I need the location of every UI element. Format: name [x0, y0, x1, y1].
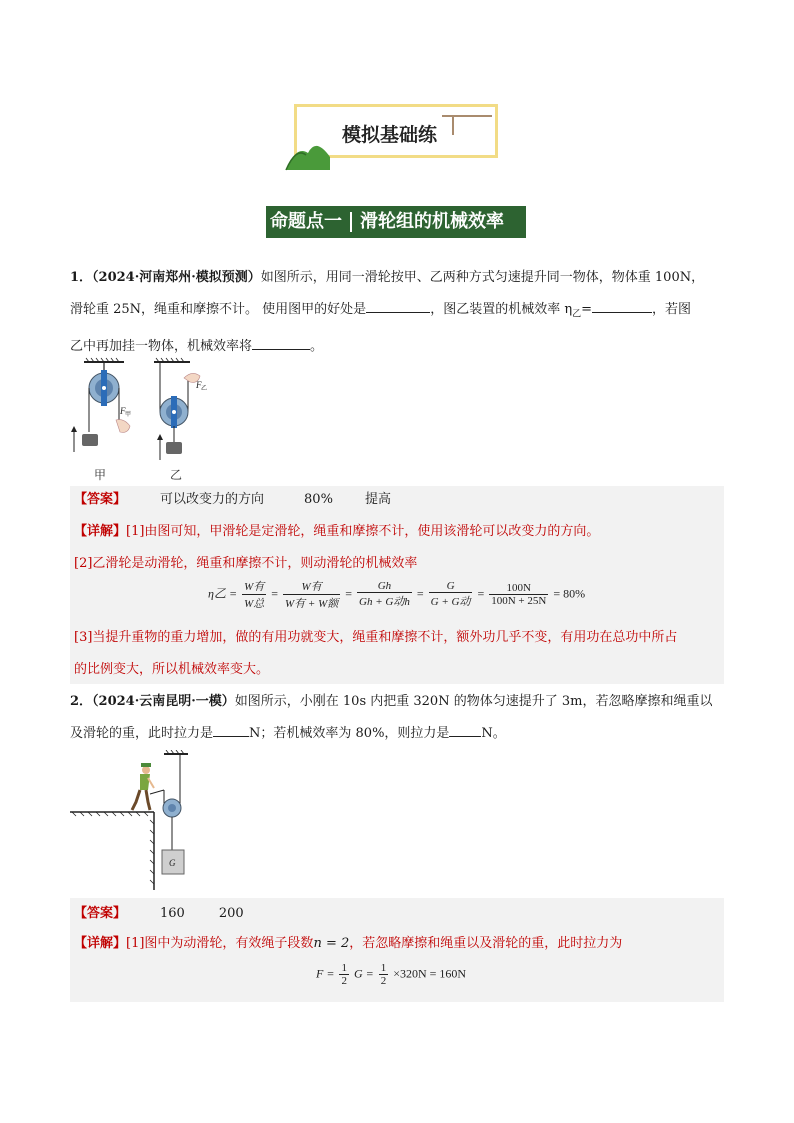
q1-eta-sub: 乙 [572, 309, 582, 320]
a1-answer-2: 80% [304, 492, 333, 507]
banner-decor-bar [452, 115, 454, 135]
q1-source: （2024·河南郑州·模拟预测） [92, 270, 261, 285]
q2-pulley-figure [70, 750, 200, 890]
a2-answer-label: 【答案】 [74, 906, 127, 921]
a2-detail-line-1 [74, 934, 622, 954]
a2-answer-line [74, 904, 244, 924]
a2-detail-label: 【详解】 [74, 936, 127, 951]
a2-formula-lhs: F = [316, 966, 335, 981]
q2-line2b: N；若机械效率为 80%，则拉力是 [249, 726, 450, 741]
svg-text:F: F [120, 406, 126, 416]
q1-blank-1[interactable] [366, 298, 430, 313]
a1-detail-line-1 [74, 522, 599, 542]
q1-line3b: 。 [310, 338, 324, 354]
a1-detail-label: 【详解】 [74, 524, 127, 539]
q2-weight-label: G [169, 858, 176, 868]
banner-title: 模拟基础练 [342, 124, 438, 146]
a1-frac-3: $\frac{Gh}{\text{Gh + G动h}}$ [359, 580, 410, 608]
a1-answer-line [74, 490, 391, 510]
a1-answer-3: 提高 [364, 492, 391, 507]
a2-detail-1b: n = 2 [313, 936, 350, 951]
section-title [266, 206, 526, 238]
q2-line2c: N。 [481, 726, 506, 741]
q1-line2a: 滑轮重 25N，绳重和摩擦不计。 使用图甲的好处是 [70, 302, 367, 317]
section-separator [350, 212, 352, 232]
a1-detail-3: [3]当提升重物的重力增加，做的有用功就变大，绳重和摩擦不计，额外功几乎不变，有用功在总功中所占 [74, 630, 678, 645]
a2-detail-1a: [1]图中为动滑轮，有效绳子段数 [126, 936, 314, 951]
a1-formula-eta: η乙 = [208, 586, 238, 601]
q2-number: 2． [70, 694, 93, 709]
a1-formula: η乙 = $\frac{\text{W有}}{\text{W总}}$ = $\frac{\text{W有}}{\text{W有 + W额}}$ = $\frac{Gh}{\text{Gh + G动h}}$ = $\frac{G}{\text{G + G动}}$ = $\frac{100N}{100N + 25N}$ = 80% [208, 580, 586, 610]
q1-fig-label-left: 甲 [94, 468, 107, 482]
a1-frac-4: $\frac{G}{\text{G + G动}}$ [430, 580, 471, 608]
q2-source: （2024·云南昆明·一模） [92, 694, 235, 709]
q1-line2d: ，若图 [652, 302, 692, 317]
a2-formula-rest: ×320N = 160N [393, 966, 467, 981]
a2-formula-g: G = [353, 966, 374, 981]
answer-1-box [70, 486, 724, 684]
section-name: 滑轮组的机械效率 [360, 211, 504, 232]
a2-answer-2: 200 [218, 906, 244, 921]
a1-frac-2: $\frac{\text{W有}}{\text{W有 + W额}}$ [283, 578, 340, 611]
question-1 [70, 262, 725, 363]
q2-blank-1[interactable] [213, 722, 249, 737]
a2-formula [316, 962, 466, 987]
q1-blank-3[interactable] [252, 335, 310, 350]
a1-detail-2: [2]乙滑轮是动滑轮，绳重和摩擦不计，则动滑轮的机械效率 [74, 556, 418, 571]
svg-text:F: F [196, 380, 202, 390]
q1-line2b: ，图乙装置的机械效率 η [430, 302, 573, 317]
a1-answer-1: 可以改变力的方向 [160, 492, 265, 507]
q1-pulley-figure [70, 356, 210, 484]
q1-line3a: 乙中再加挂一物体，机械效率将 [70, 338, 253, 354]
a1-frac-5: $\frac{100N}{100N + 25N}$ [491, 582, 547, 607]
q2-line1: 如图所示，小刚在 10s 内把重 320N 的物体匀速提升了 3m，若忽略摩擦和绳重以 [234, 694, 713, 709]
a1-frac-1: $\frac{\text{W有}}{\text{W总}}$ [242, 578, 266, 611]
q1-number: 1． [70, 270, 93, 285]
hills-icon [284, 133, 334, 171]
a1-formula-result: = 80% [553, 586, 586, 601]
q1-line1: 如图所示，用同一滑轮按甲、乙两种方式匀速提升同一物体，物体重 100N， [260, 270, 705, 285]
a1-detail-1: [1]由图可知，甲滑轮是定滑轮，绳重和摩擦不计，使用该滑轮可以改变力的方向。 [126, 524, 600, 539]
q2-blank-2[interactable] [449, 722, 481, 737]
svg-text:乙: 乙 [201, 385, 208, 392]
q1-fig-label-right: 乙 [170, 468, 183, 482]
answer-2-box [70, 898, 724, 1002]
q2-line2a: 及滑轮的重，此时拉力是 [70, 726, 214, 741]
a1-detail-4: 的比例变大，所以机械效率变大。 [74, 662, 270, 677]
a2-detail-1c: ，若忽略摩擦和绳重以及滑轮的重，此时拉力为 [349, 936, 623, 951]
a2-frac-1: $\frac{1}{2}$ [341, 962, 347, 987]
q1-blank-2[interactable] [592, 298, 652, 313]
a1-answer-label: 【答案】 [74, 492, 127, 507]
q1-line2c: = [581, 302, 593, 317]
banner-decor-line [442, 115, 492, 117]
svg-text:甲: 甲 [125, 411, 132, 418]
a2-answer-1: 160 [160, 906, 185, 921]
section-prefix: 命题点一 [270, 211, 342, 232]
a2-frac-2: $\frac{1}{2}$ [380, 962, 387, 987]
question-2 [70, 686, 725, 750]
